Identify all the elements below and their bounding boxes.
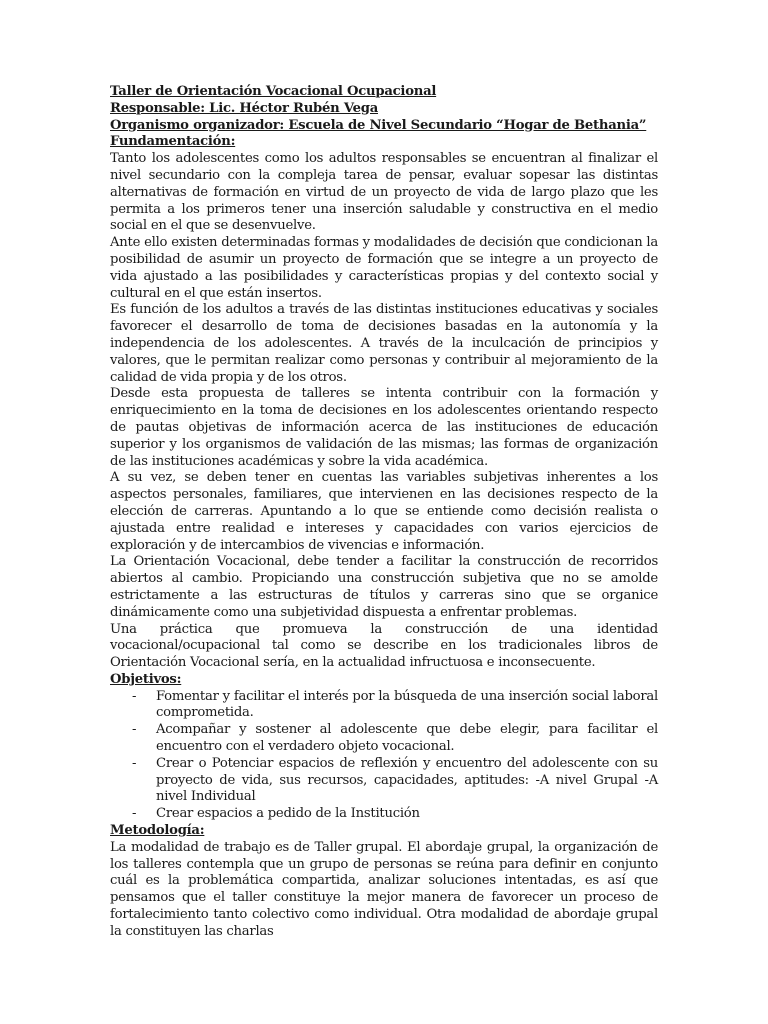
list-item (110, 689, 658, 723)
list-item (110, 756, 658, 806)
objetivos-heading: Objetivos: (110, 671, 182, 687)
paragraph: Es función de los adultos a través de las distintas instituciones educativas y sociales favorecer el desarrollo de toma de decisiones basadas en la autonomía y la independencia de los adolescentes. A través de la inculcación de principios y valores, que le permitan realizar como personas y contribuir al mejoramiento de la calidad de vida propia y de los otros. (110, 302, 658, 385)
list-item-text: Crear o Potenciar espacios de reflexión y encuentro del adolescente con su proyecto de vida, sus recursos, capacidades, aptitudes: -A nivel Grupal -A nivel Individual (156, 755, 658, 805)
bullet-dash: - (132, 722, 137, 738)
bullet-dash: - (132, 688, 137, 704)
paragraph: La Orientación Vocacional, debe tender a facilitar la construcción de recorridos abiertos al cambio. Propiciando una construcción subjetiva que no se amolde estrictamente a las estructuras de títulos y carreras sino que se organice dinámicamente como una subjetividad dispuesta a enfrentar problemas. (110, 554, 658, 620)
list-item (110, 722, 658, 756)
paragraph: A su vez, se deben tener en cuentas las variables subjetivas inherentes a los aspectos personales, familiares, que intervienen en las decisiones respecto de la elección de carreras. Apuntando a lo que se entiende como decisión realista o ajustada entre realidad e intereses y capacidades con varios ejercicios de exploración y de intercambios de vivencias e información. (110, 470, 658, 553)
list-item-text: Crear espacios a pedido de la Institución (156, 806, 420, 822)
responsable-line: Responsable: Lic. Héctor Rubén Vega (110, 100, 378, 116)
paragraph: Desde esta propuesta de talleres se intenta contribuir con la formación y enriquecimiento en la toma de decisiones en los adolescentes orientando respecto de pautas objetivas de información acerca de las instituciones de educación superior y los organismos de validación de las mismas; las formas de organización de las instituciones académicas y sobre la vida académica. (110, 386, 658, 469)
metodologia-heading: Metodología: (110, 823, 205, 839)
paragraph: Una práctica que promueva la construcción de una identidad vocacional/ocupacional tal como se describe en los tradicionales libros de Orientación Vocacional sería, en la actualidad infructuosa e inconsecuente. (110, 621, 658, 671)
list-item-text: Fomentar y facilitar el interés por la búsqueda de una inserción social laboral comprometida. (156, 688, 658, 721)
paragraph: La modalidad de trabajo es de Taller grupal. El abordaje grupal, la organización de los talleres contempla que un grupo de personas se reúna para definir en conjunto cuál es la problemática compartida, analizar soluciones intentadas, es así que pensamos que el taller constituye la mejor manera de favorecer un proceso de fortalecimiento tanto colectivo como individual. Otra modalidad de abordaje grupal la constituyen las charlas (110, 839, 658, 939)
document-title: Taller de Orientación Vocacional Ocupacional (110, 84, 437, 99)
list-item (110, 806, 658, 823)
list-item-text: Acompañar y sostener al adolescente que debe elegir, para facilitar el encuentro con el verdadero objeto vocacional. (156, 722, 658, 755)
document-page (110, 84, 658, 941)
organismo-line: Organismo organizador: Escuela de Nivel Secundario “Hogar de Bethania” (110, 117, 647, 133)
paragraph: Tanto los adolescentes como los adultos responsables se encuentran al finalizar el nivel secundario con la compleja tarea de pensar, evaluar sopesar las distintas alternativas de formación en virtud de un proyecto de vida de largo plazo que les permita a los primeros tener una inserción saludable y constructiva en el medio social en el que se desenvuelve. (110, 151, 658, 234)
paragraph: Ante ello existen determinadas formas y modalidades de decisión que condicionan la posibilidad de asumir un proyecto de formación que se integre a un proyecto de vida ajustado a las posibilidades y características propias y del contexto social y cultural en el que están insertos. (110, 235, 658, 301)
objetivos-list (110, 689, 658, 823)
fundamentacion-heading: Fundamentación: (110, 134, 236, 150)
bullet-dash: - (132, 806, 137, 822)
bullet-dash: - (132, 755, 137, 771)
